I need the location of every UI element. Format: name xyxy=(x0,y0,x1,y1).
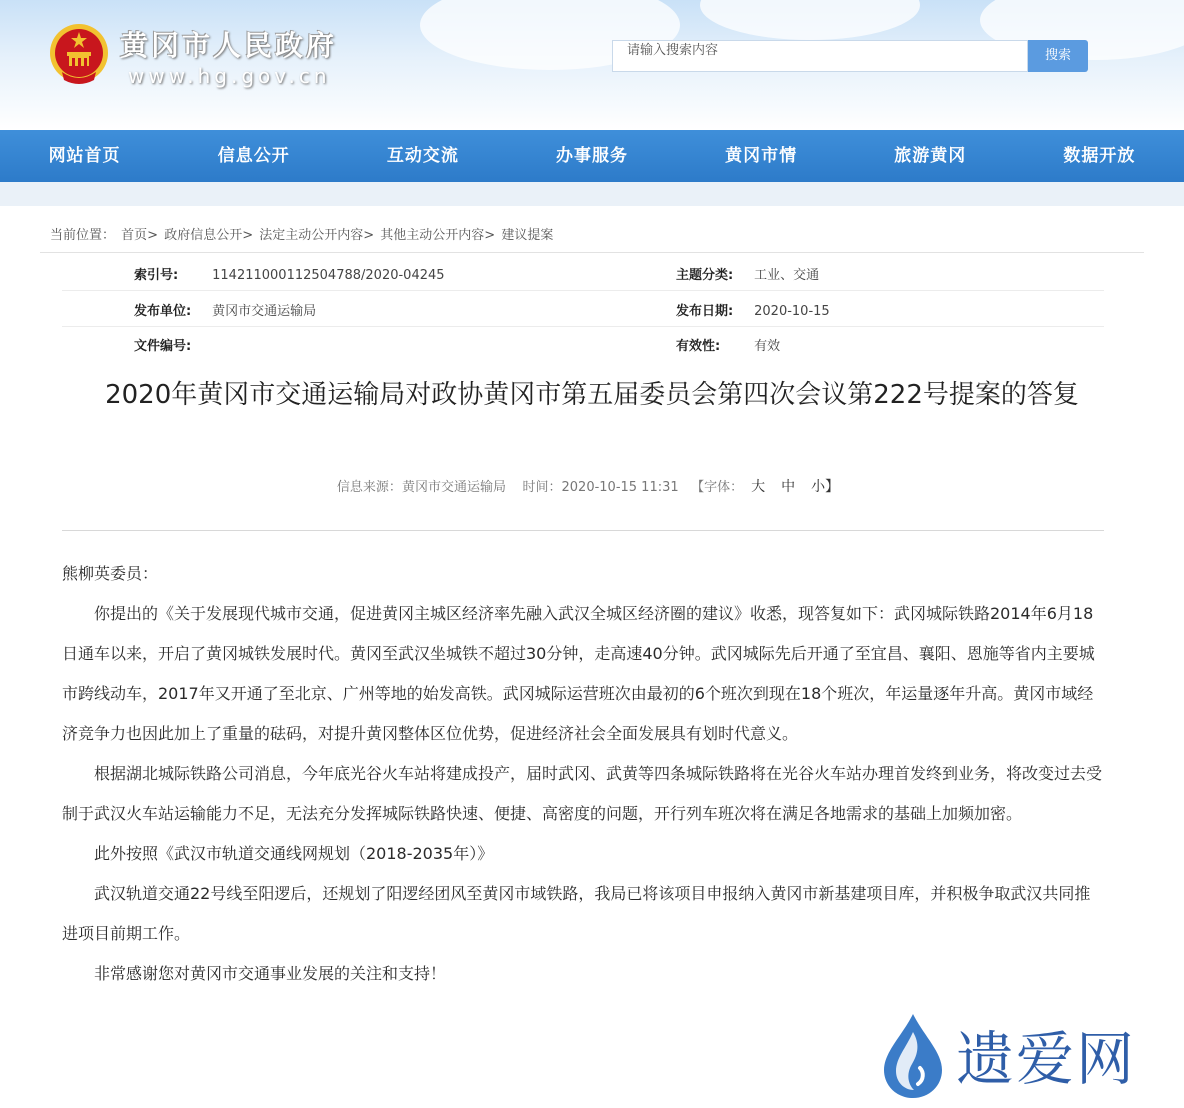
font-size-label: 【字体： xyxy=(691,480,744,495)
meta-index xyxy=(134,264,445,283)
breadcrumb xyxy=(50,224,555,243)
breadcrumb-link-gov-info[interactable]: 政府信息公开> xyxy=(164,228,254,243)
meta-date-label: 发布日期: xyxy=(676,304,734,319)
site-url[interactable]: www.hg.gov.cn xyxy=(128,64,331,88)
breadcrumb-divider xyxy=(40,252,1144,253)
meta-docno xyxy=(134,335,208,354)
source-label: 信息来源： xyxy=(336,480,402,495)
meta-publisher-value: 黄冈市交通运输局 xyxy=(212,304,317,319)
breadcrumb-label: 当前位置： xyxy=(50,228,116,243)
meta-validity-label: 有效性: xyxy=(676,339,721,354)
article-paragraph: 非常感谢您对黄冈市交通事业发展的关注和支持！ xyxy=(94,964,447,983)
font-size-small-button[interactable]: 小】 xyxy=(811,479,840,495)
meta-topic xyxy=(676,264,819,283)
national-emblem-icon[interactable] xyxy=(48,22,110,88)
meta-publisher-label: 发布单位: xyxy=(134,304,192,319)
meta-docno-label: 文件编号: xyxy=(134,339,192,354)
font-size-large-button[interactable]: 大 xyxy=(751,479,766,495)
article-divider xyxy=(62,530,1104,531)
nav-item-tourism[interactable]: 旅游黄冈 xyxy=(894,146,967,166)
article-paragraph: 你提出的《关于发展现代城市交通，促进黄冈主城区经济率先融入武汉全城区经济圈的建议》收悉，现答复如下：武冈城际铁路2014年6月18日通车以来，开启了黄冈城铁发展时代。黄冈至武汉坐城铁不超过30分钟，走高速40分钟。武冈城际先后开通了至宜昌、襄阳、恩施等省内主要城市跨线动车，2017年又开通了至北京、广州等地的始发高铁。武冈城际运营班次由最初的6个班次到现在18个班次，年运量逐年升高。黄冈市域经济竞争力也因此加上了重量的砝码，对提升黄冈整体区位优势，促进经济社会全面发展具有划时代意义。 xyxy=(62,604,1095,743)
article-paragraph: 武汉轨道交通22号线至阳逻后，还规划了阳逻经团风至黄冈市域铁路，我局已将该项目申报纳入黄冈市新基建项目库，并积极争取武汉共同推进项目前期工作。 xyxy=(62,884,1091,943)
breadcrumb-link-home[interactable]: 首页> xyxy=(121,228,159,243)
nav-item-interaction[interactable]: 互动交流 xyxy=(386,146,459,166)
article-title: 2020年黄冈市交通运输局对政协黄冈市第五届委员会第四次会议第222号提案的答复 xyxy=(105,380,1079,410)
font-size-medium-button[interactable]: 中 xyxy=(781,479,796,495)
header-banner xyxy=(0,0,1184,130)
meta-topic-label: 主题分类: xyxy=(676,268,734,283)
breadcrumb-link-statutory[interactable]: 法定主动公开内容> xyxy=(259,228,375,243)
breadcrumb-link-other[interactable]: 其他主动公开内容> xyxy=(380,228,496,243)
meta-index-value: 114211000112504788/2020-04245 xyxy=(212,268,445,283)
search-button[interactable]: 搜索 xyxy=(1028,40,1088,72)
search-input[interactable] xyxy=(612,40,1028,72)
meta-publisher xyxy=(134,300,316,319)
meta-validity xyxy=(676,335,780,354)
article-paragraph: 根据湖北城际铁路公司消息，今年底光谷火车站将建成投产，届时武冈、武黄等四条城际铁路将在光谷火车站办理首发终到业务，将改变过去受制于武汉火车站运输能力不足，无法充分发挥城际铁路快速、便捷、高密度的问题，开行列车班次将在满足各地需求的基础上加频加密。 xyxy=(62,764,1103,823)
site-title[interactable]: 黄冈市人民政府 xyxy=(120,29,338,62)
meta-date-value: 2020-10-15 xyxy=(754,304,830,319)
nav-shadow-band xyxy=(0,182,1184,206)
meta-topic-value: 工业、交通 xyxy=(754,268,820,283)
nav-item-info-disclosure[interactable]: 信息公开 xyxy=(217,146,290,166)
article-info xyxy=(0,476,1184,496)
search-placeholder: 请输入搜索内容 xyxy=(627,43,719,58)
article-paragraph: 熊柳英委员： xyxy=(62,564,159,583)
meta-validity-value: 有效 xyxy=(754,339,781,354)
time-label: 时间： xyxy=(522,480,562,495)
meta-divider xyxy=(62,326,1104,327)
time-value: 2020-10-15 11:31 xyxy=(561,480,679,495)
article-body xyxy=(62,554,1102,994)
source-value: 黄冈市交通运输局 xyxy=(401,480,506,495)
meta-index-label: 索引号: xyxy=(134,268,179,283)
breadcrumb-link-proposals[interactable]: 建议提案 xyxy=(501,228,554,243)
water-drop-logo-icon xyxy=(876,1010,950,1100)
meta-date xyxy=(676,300,830,319)
nav-item-city-info[interactable]: 黄冈市情 xyxy=(725,146,798,166)
nav-item-open-data[interactable]: 数据开放 xyxy=(1063,146,1136,166)
nav-item-services[interactable]: 办事服务 xyxy=(555,146,628,166)
watermark xyxy=(876,1010,1176,1100)
main-nav xyxy=(0,130,1184,182)
article-paragraph: 此外按照《武汉市轨道交通线网规划（2018-2035年）》 xyxy=(94,844,494,863)
cloud-decoration xyxy=(700,0,920,40)
nav-item-home[interactable]: 网站首页 xyxy=(48,146,121,166)
watermark-text: 遗爱网 xyxy=(956,1025,1137,1093)
meta-divider xyxy=(62,290,1104,291)
